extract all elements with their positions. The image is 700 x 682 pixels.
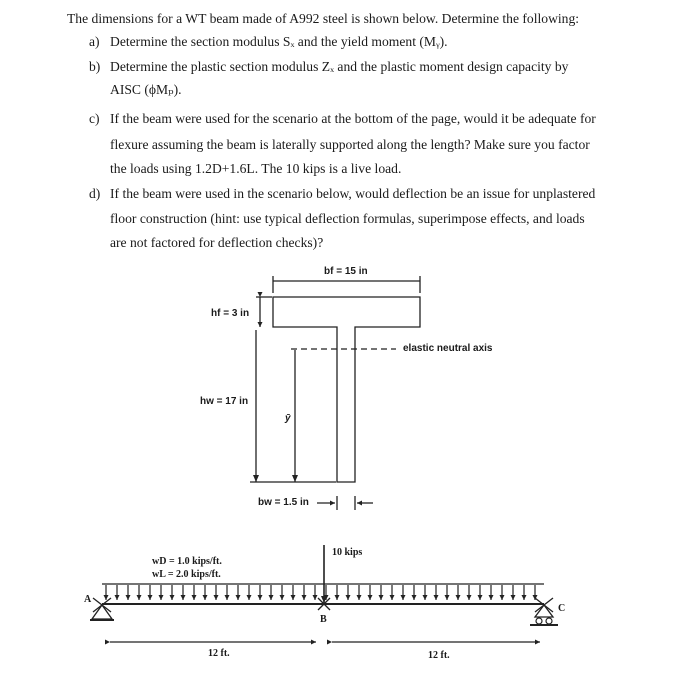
ena-label: elastic neutral axis [403, 343, 493, 354]
wl-label: wL = 2.0 kips/ft. [152, 569, 221, 580]
part-b-line1: Determine the plastic section modulus Zₓ and the plastic moment design capacity by [110, 59, 569, 74]
hf-label: hf = 3 in [211, 308, 250, 319]
support-a-label: A [84, 594, 92, 605]
part-c-line1: If the beam were used for the scenario at the bottom of the page, would it be adequate for [110, 111, 596, 126]
bf-label: bf = 15 in [324, 266, 368, 277]
part-b-marker: b) [89, 59, 101, 74]
point-b-label: B [320, 614, 327, 625]
bw-label: bw = 1.5 in [258, 497, 309, 508]
problem-intro: The dimensions for a WT beam made of A992 steel is shown below. Determine the following: [67, 11, 580, 26]
wd-label: wD = 1.0 kips/ft. [152, 556, 222, 567]
point-load-label: 10 kips [332, 547, 363, 558]
ybar-label: ȳ [285, 413, 291, 424]
part-a-marker: a) [89, 34, 100, 49]
distributed-load-arrows [102, 584, 544, 600]
part-d-marker: d) [89, 186, 101, 201]
part-d-line2: floor construction (hint: use typical deflection formulas, superimpose effects, and loads [110, 211, 585, 226]
part-c-line3: the loads using 1.2D+1.6L. The 10 kips is a live load. [110, 161, 402, 176]
span2-label: 12 ft. [428, 650, 450, 661]
part-c-marker: c) [89, 111, 100, 126]
part-a-text: Determine the section modulus Sₓ and the yield moment (Mᵧ). [110, 34, 448, 49]
hw-label: hw = 17 in [200, 396, 249, 407]
part-d-line3: are not factored for deflection checks)? [110, 235, 324, 250]
wt-section [250, 276, 420, 510]
support-c-label: C [558, 603, 566, 614]
support-c-roller [530, 598, 558, 625]
part-b-line2: AISC (ϕMₚ). [110, 82, 182, 97]
support-a-pin [90, 598, 114, 620]
part-c-line2: flexure assuming the beam is laterally supported along the length? Make sure you factor [110, 137, 590, 152]
span1-label: 12 ft. [208, 648, 230, 659]
part-d-line1: If the beam were used in the scenario below, would deflection be an issue for unplastered [110, 186, 596, 201]
